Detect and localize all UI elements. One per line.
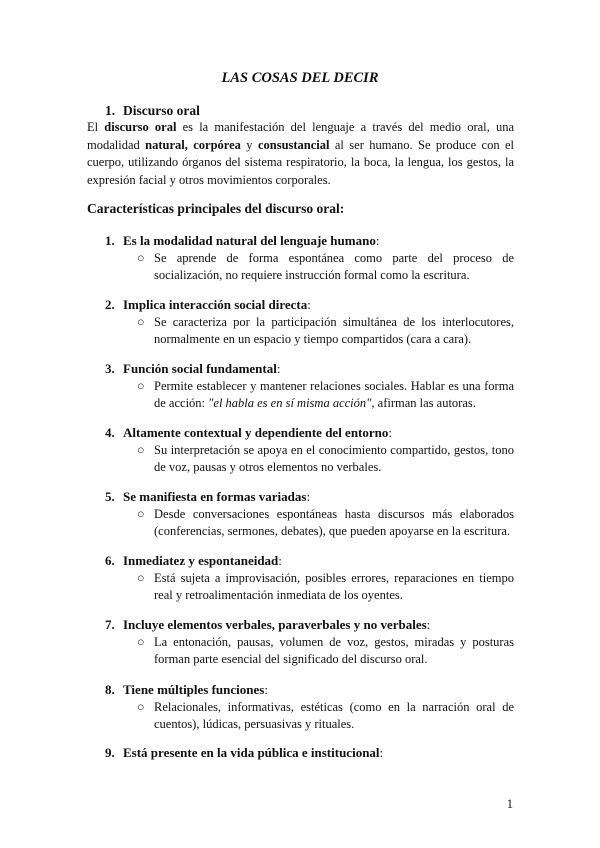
- item-number: 6.: [105, 553, 115, 568]
- item-suffix: :: [379, 745, 384, 760]
- item-text: Relacionales, informativas, estéticas (como en la narración oral de cuentos), lúdicas, persuasivas y rituales.: [154, 700, 514, 731]
- item-label: Implica interacción social directa: [123, 297, 308, 312]
- bullet-circle-icon: ○: [137, 507, 145, 521]
- intro-text: al ser humano. Se produce con el cuerpo, utilizando órganos del sistema respiratorio, la boca, la lengua, los gestos, la expresión facial y otros movimientos corporales.: [87, 137, 515, 187]
- item-number: 7.: [105, 617, 115, 632]
- list-item: [87, 488, 514, 539]
- item-text: Está sujeta a improvisación, posibles errores, reparaciones en tiempo real y retroalimentación inmediata de los oyentes.: [154, 571, 514, 602]
- item-suffix: :: [276, 361, 281, 376]
- item-text: Se aprende de forma espontánea como parte del proceso de socialización, no requiere instrucción formal como la escritura.: [154, 251, 514, 282]
- intro-bold-term: discurso oral: [104, 120, 177, 134]
- item-suffix: :: [388, 425, 393, 440]
- item-label: Es la modalidad natural del lenguaje humano: [123, 233, 376, 248]
- item-number: 9.: [105, 745, 115, 760]
- item-title: [87, 681, 514, 698]
- bullet-circle-icon: ○: [137, 251, 145, 265]
- item-suffix: :: [426, 617, 431, 632]
- bullet-circle-icon: ○: [137, 315, 145, 329]
- item-text: La entonación, pausas, volumen de voz, gestos, miradas y posturas forman parte esencial del significado del discurso oral.: [154, 635, 514, 666]
- intro-text: y: [240, 137, 258, 152]
- list-item: [87, 616, 514, 667]
- item-title: [87, 296, 514, 313]
- item-text: , afirman las autoras.: [371, 395, 476, 410]
- item-number: 4.: [105, 425, 115, 440]
- item-text: Permite establecer y mantener relaciones sociales. Hablar es una forma de acción:: [154, 379, 514, 410]
- bullet-circle-icon: ○: [137, 443, 145, 457]
- item-quote: "el habla es en sí misma acción": [208, 395, 372, 410]
- item-title: [87, 552, 514, 569]
- bullet-circle-icon: ○: [137, 379, 145, 393]
- list-item: [87, 296, 514, 347]
- list-item: [87, 424, 514, 475]
- item-label: Tiene múltiples funciones: [123, 682, 265, 697]
- item-suffix: :: [307, 297, 311, 312]
- item-bullet: [87, 314, 514, 347]
- item-label: Altamente contextual y dependiente del entorno: [123, 425, 389, 440]
- document-title: LAS COSAS DEL DECIR: [221, 70, 379, 86]
- item-suffix: :: [264, 682, 268, 697]
- intro-paragraph: [87, 119, 514, 189]
- item-label: Está presente en la vida pública e institucional: [123, 745, 380, 760]
- item-label: Incluye elementos verbales, paraverbales y no verbales: [123, 617, 427, 632]
- item-number: 8.: [105, 682, 115, 697]
- item-bullet: [87, 250, 514, 283]
- item-bullet: [87, 442, 514, 475]
- item-number: 3.: [105, 361, 115, 376]
- list-item: [87, 744, 514, 761]
- item-text: Se caracteriza por la participación simultánea de los interlocutores, normalmente en un espacio y tiempo compartidos (cara a cara).: [154, 315, 514, 346]
- list-item: [87, 360, 514, 411]
- item-text: Desde conversaciones espontáneas hasta discursos más elaborados (conferencias, sermones, debates), que pueden apoyarse en la escritura.: [154, 507, 514, 538]
- bullet-circle-icon: ○: [137, 571, 145, 585]
- intro-bold-term: consustancial: [257, 137, 330, 152]
- intro-text: es la manifestación del lenguaje a través del medio oral, una modalidad: [87, 120, 514, 152]
- list-item: [87, 681, 514, 732]
- item-number: 2.: [105, 297, 115, 312]
- item-number: 1.: [105, 233, 115, 248]
- page-number: 1: [506, 797, 513, 811]
- list-item: [87, 552, 514, 603]
- item-suffix: :: [375, 233, 380, 248]
- item-title: [87, 424, 514, 441]
- item-bullet: [87, 506, 514, 539]
- item-number: 5.: [105, 489, 115, 504]
- intro-text: El: [87, 120, 105, 134]
- item-title: [87, 488, 514, 505]
- list-item: [87, 232, 514, 283]
- item-label: Inmediatez y espontaneidad: [123, 553, 279, 568]
- item-bullet: [87, 634, 514, 667]
- intro-bold-term: natural, corpórea: [145, 137, 241, 152]
- item-title: [87, 360, 514, 377]
- characteristics-heading: Características principales del discurso oral:: [87, 201, 345, 216]
- item-label: Función social fundamental: [123, 361, 277, 376]
- bullet-circle-icon: ○: [137, 635, 145, 649]
- item-text: Su interpretación se apoya en el conocimiento compartido, gestos, tono de voz, pausas y otros elementos no verbales.: [154, 443, 514, 474]
- item-label: Se manifiesta en formas variadas: [123, 489, 307, 504]
- item-bullet: [87, 378, 514, 411]
- item-bullet: [87, 699, 514, 732]
- bullet-circle-icon: ○: [137, 700, 145, 714]
- section-number: 1.: [105, 103, 116, 118]
- section-heading-text: Discurso oral: [123, 103, 200, 118]
- item-suffix: :: [278, 553, 282, 568]
- item-suffix: :: [306, 489, 311, 504]
- item-title: [87, 744, 514, 761]
- item-title: [87, 232, 514, 249]
- item-bullet: [87, 570, 514, 603]
- item-title: [87, 616, 514, 633]
- section-heading: [105, 103, 200, 119]
